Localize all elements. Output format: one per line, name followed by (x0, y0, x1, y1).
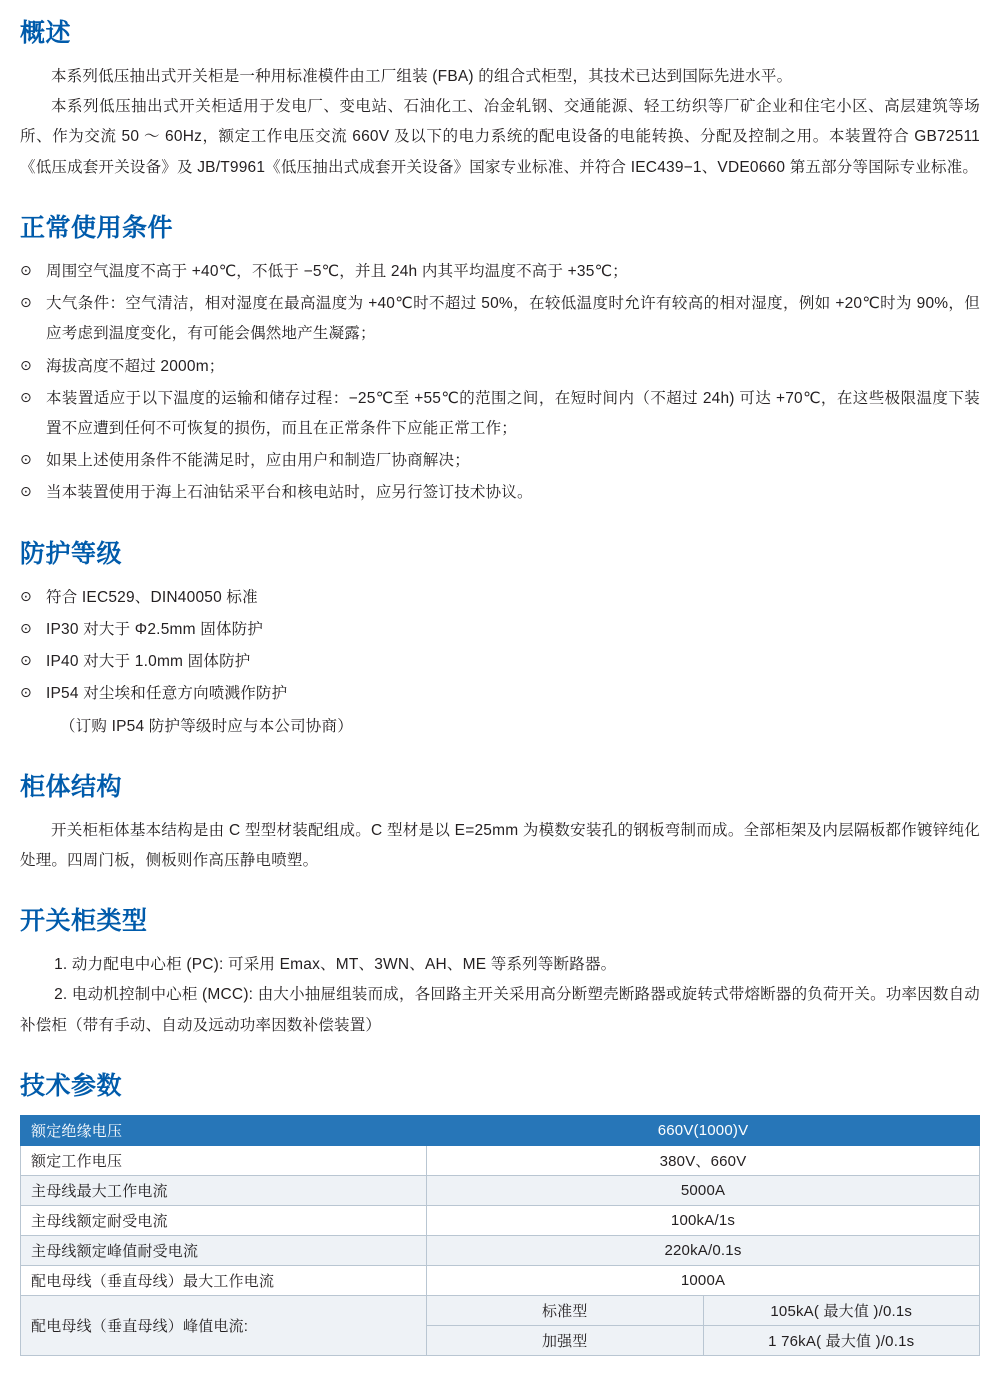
section-title-protection: 防护等级 (20, 539, 123, 568)
spec-label: 额定绝缘电压 (21, 1115, 427, 1145)
table-row (21, 1295, 980, 1325)
list-item-text: IP30 对大于 Φ2.5mm 固体防护 (46, 620, 264, 638)
section-title-specs: 技术参数 (20, 1071, 123, 1100)
spec-value: 660V(1000)V (427, 1115, 980, 1145)
cabinet-types-list (20, 950, 980, 1041)
bullet-icon: ⊙ (20, 388, 32, 405)
section-title-structure: 柜体结构 (20, 772, 123, 801)
specs-table-wrapper (20, 1115, 980, 1356)
spec-value: 100kA/1s (427, 1205, 980, 1235)
section-title-overview: 概述 (20, 19, 72, 47)
table-row (21, 1265, 980, 1295)
list-item-text: 海拔高度不超过 2000m； (46, 357, 225, 375)
list-item (20, 384, 980, 444)
list-item (20, 289, 980, 349)
section-protection-grade (20, 539, 980, 742)
overview-paragraph-1: 本系列低压抽出式开关柜是一种用标准模件由工厂组装 (FBA) 的组合式柜型，其技术已达到国际先进水平。 (51, 68, 793, 85)
table-row (21, 1235, 980, 1265)
bullet-icon: ⊙ (20, 587, 32, 604)
list-item-text: 符合 IEC529、DIN40050 标准 (46, 588, 258, 606)
spec-label: 主母线最大工作电流 (21, 1175, 427, 1205)
bullet-icon: ⊙ (20, 684, 32, 701)
spec-value: 380V、660V (427, 1145, 980, 1175)
list-item (20, 352, 980, 382)
spec-value: 105kA( 最大值 )/0.1s (703, 1295, 980, 1325)
conditions-list (20, 257, 980, 509)
protection-list (20, 583, 980, 710)
bullet-icon: ⊙ (20, 652, 32, 669)
list-item-text: 大气条件：空气清洁，相对湿度在最高温度为 +40℃时不超过 50%，在较低温度时允许有较高的相对湿度，例如 +20℃时为 90%，但应考虑到温度变化，有可能会偶然地产生凝露； (46, 295, 980, 343)
bullet-icon: ⊙ (20, 294, 32, 311)
list-item-text: 当本装置使用于海上石油钻采平台和核电站时，应另行签订技术协议。 (46, 484, 533, 502)
list-item (20, 615, 980, 645)
spec-label: 额定工作电压 (21, 1145, 427, 1175)
bullet-icon: ⊙ (20, 451, 32, 468)
spec-label: 主母线额定耐受电流 (21, 1205, 427, 1235)
list-item-text: 周围空气温度不高于 +40℃，不低于 −5℃，并且 24h 内其平均温度不高于 +35℃； (46, 262, 628, 280)
list-item-text: IP40 对大于 1.0mm 固体防护 (46, 653, 251, 671)
section-title-cabinet-types: 开关柜类型 (20, 907, 148, 936)
list-item (20, 446, 980, 476)
spec-value: 1000A (427, 1265, 980, 1295)
list-item-text: 如果上述使用条件不能满足时，应由用户和制造厂协商解决； (46, 452, 470, 470)
section-normal-conditions (20, 213, 980, 509)
bullet-icon: ⊙ (20, 261, 32, 278)
table-row (21, 1145, 980, 1175)
list-item (20, 257, 980, 287)
spec-label: 配电母线（垂直母线）最大工作电流 (21, 1265, 427, 1295)
list-item: 2. 电动机控制中心柜 (MCC): 由大小抽屉组装而成，各回路主开关采用高分断塑壳断路器或旋转式带熔断器的负荷开关。功率因数自动补偿柜（带有手动、自动及远动功率因数补偿装置） (20, 986, 980, 1034)
list-item: 1. 动力配电中心柜 (PC): 可采用 Emax、MT、3WN、AH、ME 等系列等断路器。 (54, 956, 617, 974)
section-overview (20, 18, 980, 183)
spec-value: 1 76kA( 最大值 )/0.1s (703, 1325, 980, 1355)
table-row (21, 1205, 980, 1235)
structure-paragraph: 开关柜柜体基本结构是由 C 型型材装配组成。C 型材是以 E=25mm 为模数安装孔的钢板弯制而成。全部柜架及内层隔板都作镀锌纯化处理。四周门板，侧板则作高压静电喷塑。 (20, 821, 980, 869)
list-item (20, 478, 980, 508)
list-item (20, 679, 980, 709)
section-technical-parameters (20, 1071, 980, 1356)
spec-type: 加强型 (427, 1325, 704, 1355)
bullet-icon: ⊙ (20, 356, 32, 373)
section-cabinet-types (20, 906, 980, 1041)
list-item-text: IP54 对尘埃和任意方向喷溅作防护 (46, 685, 288, 703)
table-row (21, 1115, 980, 1145)
table-row (21, 1175, 980, 1205)
spec-type: 标准型 (427, 1295, 704, 1325)
specs-table (20, 1115, 980, 1356)
spec-value: 220kA/0.1s (427, 1235, 980, 1265)
spec-value: 5000A (427, 1175, 980, 1205)
list-item (20, 647, 980, 677)
overview-paragraph-2: 本系列低压抽出式开关柜适用于发电厂、变电站、石油化工、冶金轧钢、交通能源、轻工纺织等厂矿企业和住宅小区、高层建筑等场所、作为交流 50 ～ 60Hz，额定工作电压交流 660V 及以下的电力系统的配电设备的电能转换、分配及控制之用。本装置符合 GB72511《低压成套开关设备》及 JB/T9961《低压抽出式成套开关设备》国家专业标准、并符合 IEC439−1、VDE0660 第五部分等国际专业标准。 (20, 98, 980, 176)
protection-note: （订购 IP54 防护等级时应与本公司协商） (60, 717, 353, 735)
bullet-icon: ⊙ (20, 619, 32, 636)
section-title-conditions: 正常使用条件 (20, 213, 174, 242)
spec-label: 主母线额定峰值耐受电流 (21, 1235, 427, 1265)
section-cabinet-structure (20, 772, 980, 876)
list-item-text: 本装置适应于以下温度的运输和储存过程：−25℃至 +55℃的范围之间，在短时间内（不超过 24h) 可达 +70℃，在这些极限温度下装置不应遭到任何不可恢复的损伤，而且在正常条件下应能正常工作； (46, 389, 980, 437)
spec-label: 配电母线（垂直母线）峰值电流: (21, 1295, 427, 1355)
bullet-icon: ⊙ (20, 483, 32, 500)
list-item (20, 583, 980, 613)
